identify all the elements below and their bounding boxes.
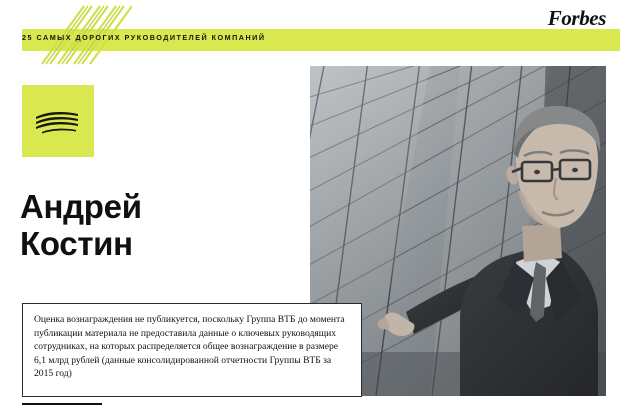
forbes-logo: Forbes xyxy=(547,6,606,30)
brand-mark-tile xyxy=(22,85,94,157)
caption-box xyxy=(22,303,362,397)
section-kicker: 25 САМЫХ ДОРОГИХ РУКОВОДИТЕЛЕЙ КОМПАНИЙ xyxy=(22,33,266,42)
page-title xyxy=(20,188,320,263)
footer-rule xyxy=(22,403,102,405)
accent-band-notch xyxy=(0,29,22,51)
last-name: Костин xyxy=(20,225,133,263)
first-name: Андрей xyxy=(20,188,142,225)
brand-mark-icon xyxy=(22,85,94,162)
caption-text: Оценка вознаграждения не публикуется, поскольку Группа ВТБ до момента публикации материала не предоставила данные о ключевых руководящих сотрудниках, на которых распределяется общее вознаграждение в размере 6,1 млрд рублей (данные консолидированной отчетности Группы ВТБ за 2015 год) xyxy=(34,314,345,380)
